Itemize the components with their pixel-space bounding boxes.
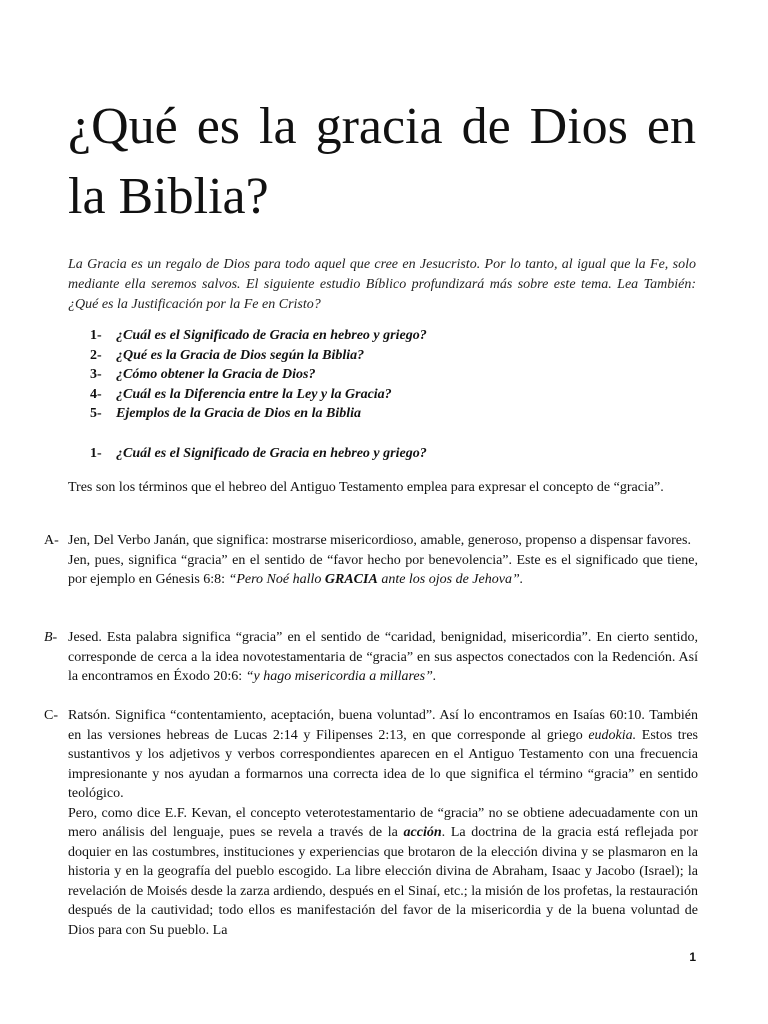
toc-number: 4-	[90, 386, 102, 402]
quote-span: ante los ojos de Jehova”.	[377, 572, 524, 587]
quote-emphasis: GRACIA	[324, 572, 378, 587]
item-label: A-	[44, 533, 59, 548]
page-number: 1	[689, 950, 696, 964]
item-paragraph	[68, 804, 698, 941]
item-paragraph	[68, 628, 698, 687]
emphasis-text: acción	[403, 825, 442, 840]
toc-item[interactable]	[90, 365, 690, 385]
term-item-a	[44, 531, 698, 590]
section-heading-text: ¿Cuál es el Significado de Gracia en hebreo y griego?	[116, 446, 427, 461]
toc-number: 1-	[90, 328, 102, 343]
toc-number: 5-	[90, 406, 102, 421]
item-label: C-	[44, 708, 58, 723]
toc-item[interactable]	[90, 326, 690, 346]
quote-span: “Pero Noé hallo	[228, 572, 325, 587]
emphasis-text: eudokia.	[588, 727, 637, 743]
toc-number: 3-	[90, 367, 102, 382]
text-span: . La doctrina de la gracia está reflejada por doquier en las costumbres, instituciones y experiencias que brotaron de la elección divina y se plasmaron en la historia y en la geografía del pueblo escogido. La libre elección divina de Abraham, Isaac y Jacobo (Israel); la revelación de Moisés desde la zarza ardiendo, después en el Sinaí, etc.; la misión de los profetas, la restauración después de la cautividad; todo ellos es manifestación del favor de la misericordia y de la buena voluntad de Dios para con Su pueblo. La	[68, 825, 698, 938]
item-paragraph	[68, 551, 698, 590]
item-label: B-	[44, 630, 58, 645]
toc-text: ¿Cómo obtener la Gracia de Dios?	[116, 367, 316, 382]
term-item-b	[44, 628, 698, 687]
toc-text: ¿Qué es la Gracia de Dios según la Biblia?	[116, 347, 365, 363]
toc-text: Ejemplos de la Gracia de Dios en la Biblia	[116, 406, 361, 421]
section-number: 1-	[90, 446, 102, 461]
item-paragraph	[68, 706, 698, 804]
term-item-c	[44, 706, 698, 940]
toc-text: ¿Cuál es la Diferencia entre la Ley y la Gracia?	[116, 386, 392, 402]
section-heading	[90, 444, 690, 463]
quote-text: “y hago misericordia a millares”.	[245, 669, 437, 684]
section-lead-paragraph: Tres son los términos que el hebreo del Antiguo Testamento emplea para expresar el concepto de “gracia”.	[68, 480, 664, 495]
toc-item[interactable]	[90, 385, 690, 405]
page-title: ¿Qué es la gracia de Dios en la Biblia?	[68, 98, 696, 225]
toc-number: 2-	[90, 347, 102, 363]
quote-text	[229, 572, 524, 587]
text-span: Pero, como dice E.F. Kevan, el concepto veterotestamentario de “gracia” no se obtiene adecuadamente con un mero análisis del lenguaje, pues se revela a través de la	[68, 805, 698, 840]
table-of-contents	[90, 326, 690, 424]
text-span: Jen, pues, significa “gracia” en el sentido de “favor hecho por benevolencia”. Este es el significado que tiene, por ejemplo en Génesis 6:8:	[68, 552, 698, 587]
toc-text: ¿Cuál es el Significado de Gracia en hebreo y griego?	[116, 328, 427, 343]
item-paragraph: Jen, Del Verbo Janán, que significa: mostrarse misericordioso, amable, generoso, propenso a dispensar favores.	[68, 533, 691, 548]
text-span: Ratsón. Significa “contentamiento, aceptación, buena voluntad”. Así lo encontramos en Isaías 60:10. También en las versiones hebreas de Lucas 2:14 y Filipenses 2:13, en que corresponde al griego	[68, 708, 698, 743]
intro-paragraph: La Gracia es un regalo de Dios para todo aquel que cree en Jesucristo. Por lo tanto, al igual que la Fe, solo mediante ella seremos salvos. El siguiente estudio Bíblico profundizará más sobre este tema. Lea También: ¿Qué es la Justificación por la Fe en Cristo?	[68, 257, 696, 312]
toc-item[interactable]	[90, 404, 690, 424]
text-span: Estos tres sustantivos y los adjetivos y verbos correspondientes aparecen en el Antiguo Testamento con una frecuencia impresionante y nos ayudan a formarnos una correcta idea de lo que significa el término “gracia” en sentido teológico.	[68, 727, 698, 801]
text-span: Jesed. Esta palabra significa “gracia” en el sentido de “caridad, benignidad, misericordia”. En cierto sentido, corresponde de cerca a la idea novotestamentaria de “gracia” en sus aspectos conectados con la Redención. Así la encontramos en Éxodo 20:6:	[68, 630, 698, 684]
toc-item[interactable]	[90, 346, 690, 366]
